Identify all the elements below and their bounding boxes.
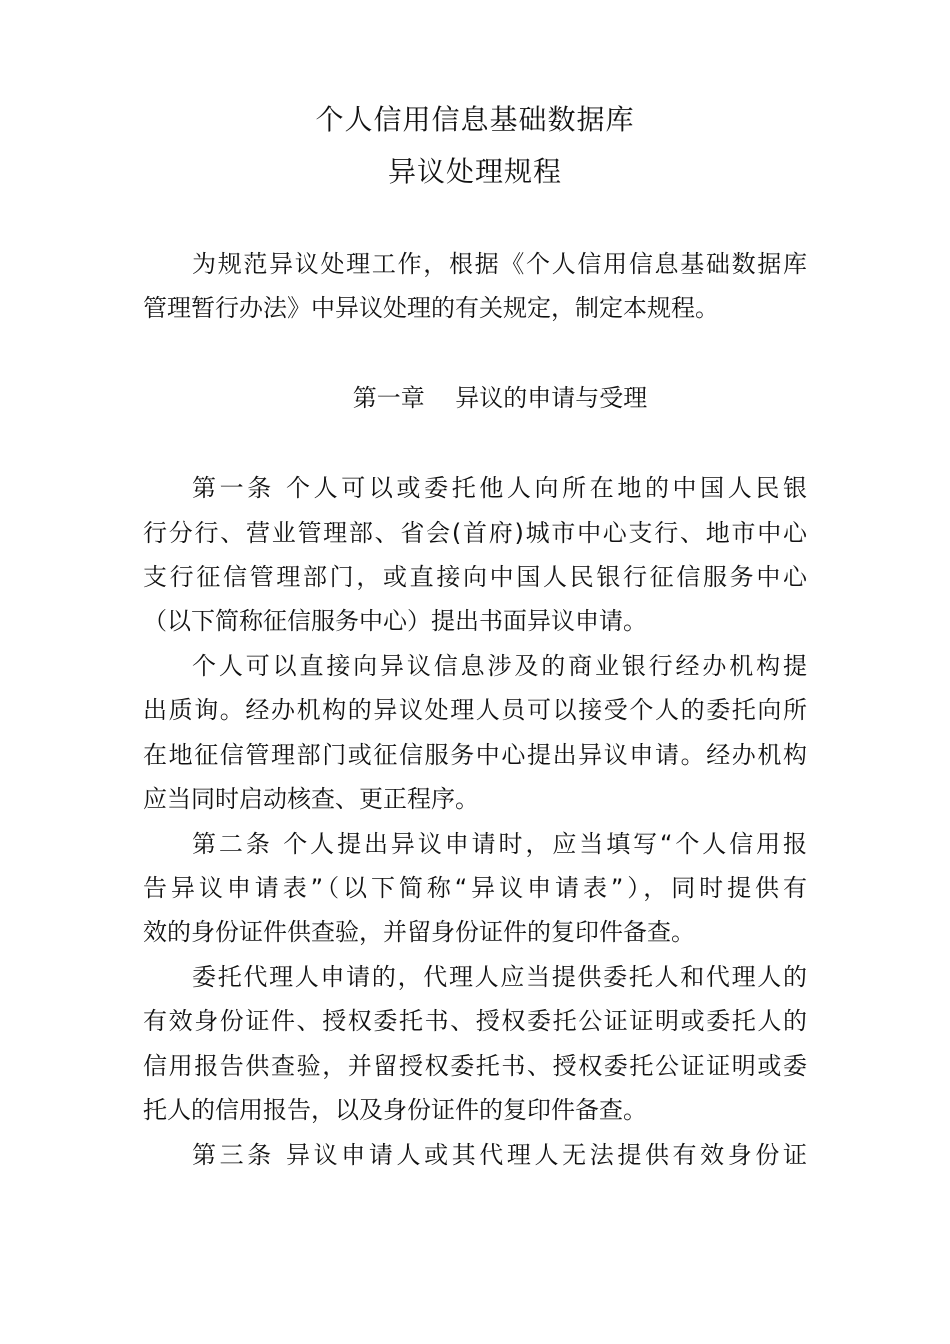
text-line: 第二条 个人提出异议申请时，应当填写“个人信用报 — [192, 830, 807, 858]
text-line: 管理暂行办法》中异议处理的有关规定，制定本规程。 — [143, 294, 719, 322]
text-line: 效的身份证件供查验，并留身份证件的复印件备查。 — [143, 918, 695, 946]
document-title: 个人信用信息基础数据库 — [315, 103, 635, 136]
text-line: 为规范异议处理工作，根据《个人信用信息基础数据库 — [192, 250, 807, 278]
text-line: 信用报告供查验，并留授权委托书、授权委托公证证明或委 — [143, 1052, 807, 1080]
text-line: 行分行、营业管理部、省会(首府)城市中心支行、地市中心 — [143, 519, 807, 547]
text-line: （以下简称征信服务中心）提出书面异议申请。 — [143, 607, 647, 635]
text-line: 第三条 异议申请人或其代理人无法提供有效身份证 — [192, 1141, 807, 1169]
text-line: 第一条 个人可以或委托他人向所在地的中国人民银 — [192, 474, 807, 502]
text-line: 在地征信管理部门或征信服务中心提出异议申请。经办机构 — [143, 741, 807, 769]
text-line: 出质询。经办机构的异议处理人员可以接受个人的委托向所 — [143, 696, 807, 724]
chapter-heading: 第一章 异议的申请与受理 — [352, 384, 648, 412]
document-subtitle: 异议处理规程 — [387, 155, 562, 188]
text-line: 有效身份证件、授权委托书、授权委托公证证明或委托人的 — [143, 1007, 807, 1035]
text-line: 委托代理人申请的，代理人应当提供委托人和代理人的 — [192, 963, 807, 991]
text-line: 应当同时启动核查、更正程序。 — [143, 785, 479, 813]
text-line: 托人的信用报告，以及身份证件的复印件备查。 — [143, 1096, 647, 1124]
text-line: 告异议申请表”（以下简称“异议申请表”），同时提供有 — [143, 874, 807, 902]
text-line: 个人可以直接向异议信息涉及的商业银行经办机构提 — [192, 652, 807, 680]
text-line: 支行征信管理部门，或直接向中国人民银行征信服务中心 — [143, 563, 807, 591]
